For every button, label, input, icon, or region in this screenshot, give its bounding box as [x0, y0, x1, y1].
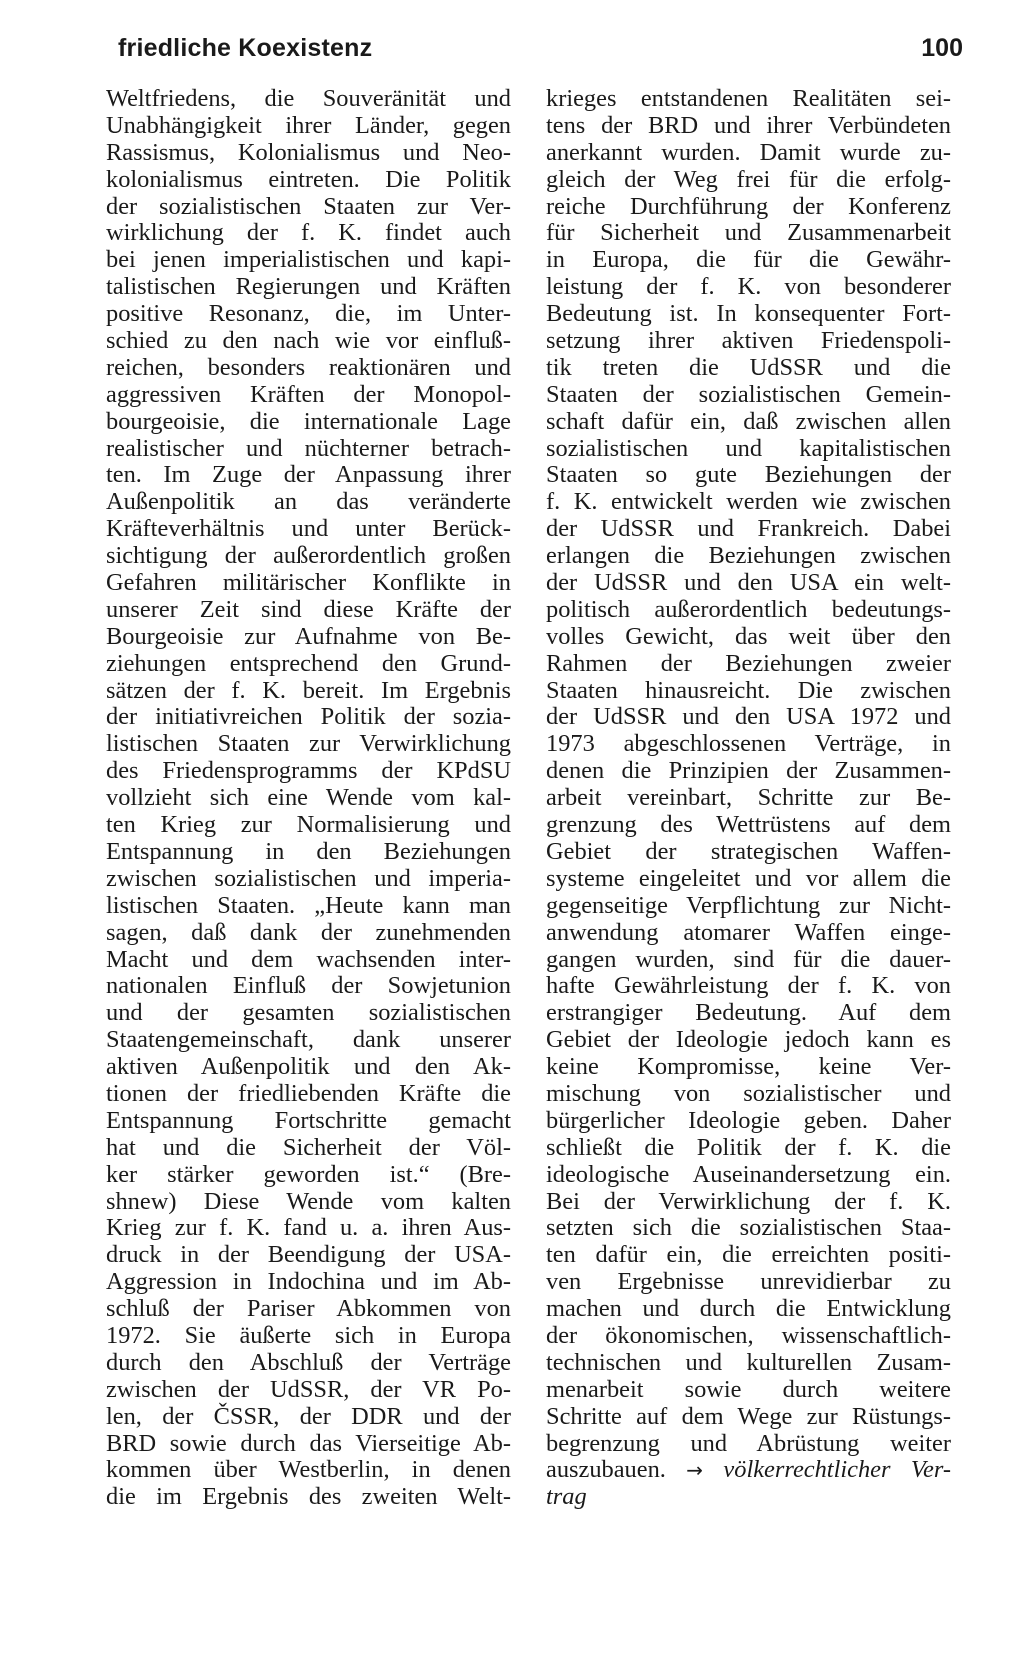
page-number: 100 [921, 34, 963, 62]
text-line: listischen Staaten. „Heute kann man [106, 891, 511, 919]
text-line: BRD sowie durch das Vierseitige Ab- [106, 1429, 511, 1457]
text-line: 1972. Sie äußerte sich in Europa [106, 1321, 511, 1349]
text-line: leistung der f. K. von besonderer [546, 273, 951, 301]
text-line: erstrangiger Bedeutung. Auf dem [546, 999, 951, 1027]
text-line: Schritte auf dem Wege zur Rüstungs- [546, 1402, 951, 1430]
text-line: setzung ihrer aktiven Friedenspoli- [546, 327, 951, 355]
text-line: bourgeoisie, die internationale Lage [106, 407, 511, 435]
text-line: der UdSSR und den USA ein welt- [546, 569, 951, 597]
text-line: realistischer und nüchterner betrach- [106, 434, 511, 462]
text-line: grenzung des Wettrüstens auf dem [546, 811, 951, 839]
text-line [546, 1457, 951, 1484]
text-line: menarbeit sowie durch weitere [546, 1375, 951, 1403]
text-line: tionen der friedliebenden Kräfte die [106, 1079, 511, 1107]
text-line: bei jenen imperialistischen und kapi- [106, 246, 511, 274]
text-line: ziehungen entsprechend den Grund- [106, 649, 511, 677]
text-line: zwischen sozialistischen und imperia- [106, 864, 511, 892]
text-line: der sozialistischen Staaten zur Ver- [106, 192, 511, 220]
text-line [546, 1484, 951, 1511]
text-line: druck in der Beendigung der USA- [106, 1241, 511, 1269]
text-line: ten. Im Zuge der Anpassung ihrer [106, 461, 511, 489]
text-line: begrenzung und Abrüstung weiter [546, 1429, 951, 1457]
text-line: 1973 abgeschlossenen Verträge, in [546, 730, 951, 758]
text-line: positive Resonanz, die, im Unter- [106, 300, 511, 328]
text-column-right [546, 86, 951, 1511]
text-line: nationalen Einfluß der Sowjetunion [106, 972, 511, 1000]
text-line: Gebiet der strategischen Waffen- [546, 837, 951, 865]
text-line: hafte Gewährleistung der f. K. von [546, 972, 951, 1000]
text-line: Unabhängigkeit ihrer Länder, gegen [106, 111, 511, 139]
text-line: in Europa, die für die Gewähr- [546, 246, 951, 274]
text-line: Gebiet der Ideologie jedoch kann es [546, 1026, 951, 1054]
text-line: Entspannung Fortschritte gemacht [106, 1106, 511, 1134]
text-line: schied zu den nach wie vor einfluß- [106, 327, 511, 355]
text-line: bürgerlicher Ideologie geben. Daher [546, 1106, 951, 1134]
text-line: unserer Zeit sind diese Kräfte der [106, 595, 511, 623]
text-line: der UdSSR und den USA 1972 und [546, 703, 951, 731]
text-line: gleich der Weg frei für die erfolg- [546, 165, 951, 193]
text-line: arbeit vereinbart, Schritte zur Be- [546, 784, 951, 812]
text-line: systeme eingeleitet und vor allem die [546, 864, 951, 892]
cross-reference-link[interactable]: völkerrechtlicher Ver- [723, 1456, 951, 1484]
text-line: gegenseitige Verpflichtung zur Nicht- [546, 891, 951, 919]
text-line: erlangen die Beziehungen zwischen [546, 542, 951, 570]
text-line: zwischen der UdSSR, der VR Po- [106, 1375, 511, 1403]
text-line: Staaten hinausreicht. Die zwischen [546, 676, 951, 704]
text-line: anwendung atomarer Waffen einge- [546, 918, 951, 946]
text-line: denen die Prinzipien der Zusammen- [546, 757, 951, 785]
text-line: technischen und kulturellen Zusam- [546, 1348, 951, 1376]
text-line: sozialistischen und kapitalistischen [546, 434, 951, 462]
text-line: Staaten der sozialistischen Gemein- [546, 380, 951, 408]
text-line: ven Ergebnisse unrevidierbar zu [546, 1268, 951, 1296]
text-line: tens der BRD und ihrer Verbündeten [546, 111, 951, 139]
text-line: ten Krieg zur Normalisierung und [106, 811, 511, 839]
text-line: Kräfteverhältnis und unter Berück- [106, 515, 511, 543]
text-line: Bedeutung ist. In konsequenter Fort- [546, 300, 951, 328]
text-line: shnew) Diese Wende vom kalten [106, 1187, 511, 1215]
text-line: der ökonomischen, wissenschaftlich- [546, 1321, 951, 1349]
text-line: talistischen Regierungen und Kräften [106, 273, 511, 301]
text-line: Aggression in Indochina und im Ab- [106, 1268, 511, 1296]
text-line: ker stärker geworden ist.“ (Bre- [106, 1160, 511, 1188]
text-line: wirklichung der f. K. findet auch [106, 219, 511, 247]
cross-reference-link-continued[interactable]: trag [546, 1483, 587, 1511]
closing-text: auszubauen. [546, 1456, 666, 1484]
text-line: f. K. entwickelt werden wie zwischen [546, 488, 951, 516]
text-line: gangen wurden, sind für die dauer- [546, 945, 951, 973]
text-line: Rahmen der Beziehungen zweier [546, 649, 951, 677]
text-line: setzten sich die sozialistischen Staa- [546, 1214, 951, 1242]
text-line: mischung von sozialistischer und [546, 1079, 951, 1107]
text-line: Macht und dem wachsenden inter- [106, 945, 511, 973]
cross-reference-arrow-icon: → [686, 1458, 704, 1483]
page-header [118, 30, 963, 70]
text-line: schluß der Pariser Abkommen von [106, 1295, 511, 1323]
text-line: tik treten die UdSSR und die [546, 353, 951, 381]
text-line: der UdSSR und Frankreich. Dabei [546, 515, 951, 543]
text-line: schaft dafür ein, daß zwischen allen [546, 407, 951, 435]
text-line: aggressiven Kräften der Monopol- [106, 380, 511, 408]
text-line: Gefahren militärischer Konflikte in [106, 569, 511, 597]
text-line: Staaten so gute Beziehungen der [546, 461, 951, 489]
text-line: reiche Durchführung der Konferenz [546, 192, 951, 220]
text-line: Außenpolitik an das veränderte [106, 488, 511, 516]
text-line: Krieg zur f. K. fand u. a. ihren Aus- [106, 1214, 511, 1242]
text-line: des Friedensprogramms der KPdSU [106, 757, 511, 785]
running-head: friedliche Koexistenz [118, 34, 373, 62]
text-line: ideologische Auseinandersetzung ein. [546, 1160, 951, 1188]
text-line: und der gesamten sozialistischen [106, 999, 511, 1027]
text-line: vollzieht sich eine Wende vom kal- [106, 784, 511, 812]
text-line: len, der ČSSR, der DDR und der [106, 1402, 511, 1430]
text-line: listischen Staaten zur Verwirklichung [106, 730, 511, 758]
text-line: ten dafür ein, die erreichten positi- [546, 1241, 951, 1269]
text-line: der initiativreichen Politik der sozia- [106, 703, 511, 731]
text-line: die im Ergebnis des zweiten Welt- [106, 1483, 511, 1511]
text-line: kommen über Westberlin, in denen [106, 1456, 511, 1484]
text-line: Bei der Verwirklichung der f. K. [546, 1187, 951, 1215]
text-line: reichen, besonders reaktionären und [106, 353, 511, 381]
text-line: krieges entstandenen Realitäten sei- [546, 85, 951, 112]
text-line: sagen, daß dank der zunehmenden [106, 918, 511, 946]
text-line: sichtigung der außerordentlich großen [106, 542, 511, 570]
text-line: anerkannt wurden. Damit wurde zu- [546, 138, 951, 166]
text-line: aktiven Außenpolitik und den Ak- [106, 1053, 511, 1081]
text-column-left [106, 86, 511, 1511]
text-line: Rassismus, Kolonialismus und Neo- [106, 138, 511, 166]
text-line: für Sicherheit und Zusammenarbeit [546, 219, 951, 247]
text-line: schließt die Politik der f. K. die [546, 1133, 951, 1161]
text-line: Staatengemeinschaft, dank unserer [106, 1026, 511, 1054]
text-line: machen und durch die Entwicklung [546, 1295, 951, 1323]
text-line: Bourgeoisie zur Aufnahme von Be- [106, 622, 511, 650]
text-line: sätzen der f. K. bereit. Im Ergebnis [106, 676, 511, 704]
text-line: Weltfriedens, die Souveränität und [106, 85, 511, 112]
text-line: volles Gewicht, das weit über den [546, 622, 951, 650]
text-line: hat und die Sicherheit der Völ- [106, 1133, 511, 1161]
text-line: kolonialismus eintreten. Die Politik [106, 165, 511, 193]
text-line: keine Kompromisse, keine Ver- [546, 1053, 951, 1081]
text-line: politisch außerordentlich bedeutungs- [546, 595, 951, 623]
text-line: durch den Abschluß der Verträge [106, 1348, 511, 1376]
text-line: Entspannung in den Beziehungen [106, 837, 511, 865]
